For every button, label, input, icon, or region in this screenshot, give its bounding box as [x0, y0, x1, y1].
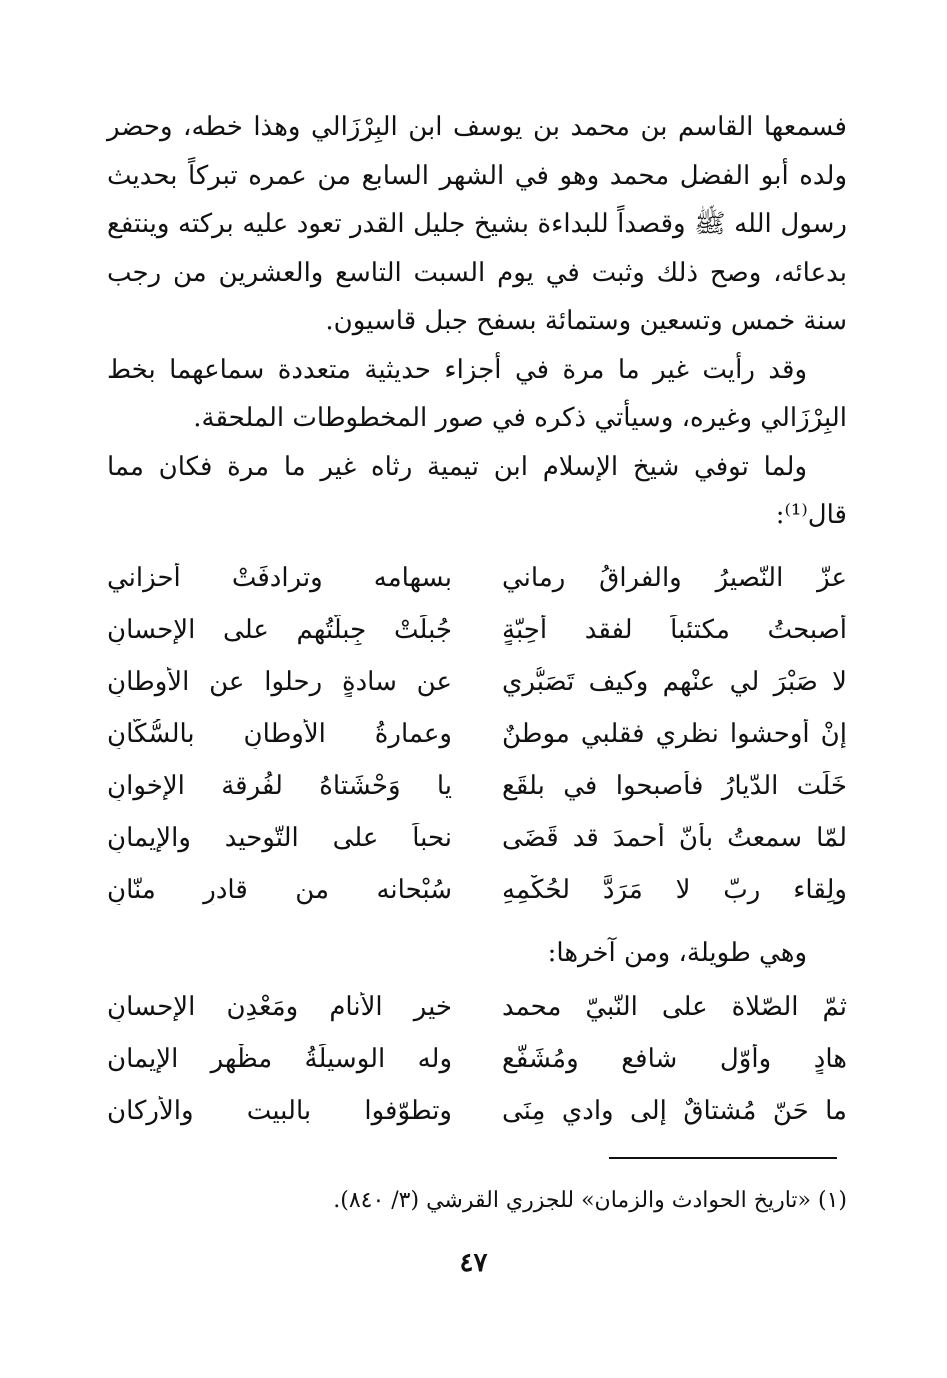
verse-second-hemistich: جُبلَتْ جِبلّتُهم على الإحسانِ [107, 615, 452, 645]
paragraph-3: ولما توفي شيخ الإسلام ابن تيمية رثاه غير ما مرة فكان مما قال⁽¹⁾: [107, 451, 847, 530]
verse-first-hemistich: ثمّ الصّلاة على النّبيّ محمد [502, 992, 847, 1022]
verse-first-hemistich: أصبحتُ مكتئباً لفقد أحِبّةٍ [502, 615, 847, 645]
verse-first-hemistich: هادٍ وأوّل شافعٍ ومُشَفَّعٍ [502, 1044, 847, 1074]
verse-second-hemistich: خير الأنام ومَعْدِن الإحسانِ [107, 992, 452, 1022]
paragraph-1: فسمعها القاسم بن محمد بن يوسف ابن البِرْزَالي وهذا خطه، وحضر ولده أبو الفضل محمد وهو في الشهر السابع من عمره تبركاً بحديث رسول الله ﷺ وقصداً للبداءة بشيخ جليل القدر تعود عليه بركته وينتفع بدعائه، وصح ذلك وثبت في يوم السبت التاسع والعشرين من رجب سنة خمس وتسعين وستمائة بسفح جبل قاسيون. [107, 112, 847, 336]
paragraph-2: وقد رأيت غير ما مرة في أجزاء حديثية متعددة سماعهما بخط البِرْزَالي وغيره، وسيأتي ذكره في صور المخطوطات الملحقة. [107, 354, 847, 433]
page-number: ٤٧ [459, 1248, 488, 1278]
verse-first-hemistich: خَلَت الدّيارُ فأصبحوا في بلقَعٍ [502, 771, 847, 801]
verse-line [107, 604, 847, 656]
poem-block-2 [107, 981, 847, 1137]
verse-second-hemistich: وتطوّفوا بالبيت والأركان [107, 1096, 452, 1126]
verse-line [107, 1085, 847, 1137]
verse-second-hemistich: عن سادةٍ رحلوا عن الأوطانِ [107, 667, 452, 697]
transition-line: وهي طويلة، ومن آخرها: [547, 938, 807, 968]
verse-line [107, 760, 847, 812]
verse-second-hemistich: سُبْحانه من قادرٍ منّانِ [107, 875, 452, 905]
verse-first-hemistich: لا صَبْرَ لي عنْهم وكيف تَصَبُّري [502, 667, 847, 697]
verse-line [107, 656, 847, 708]
verse-line [107, 864, 847, 916]
verse-second-hemistich: يا وَحْشَتاهُ لفُرقة الإخوانِ [107, 771, 452, 801]
verse-second-hemistich: نحباً على التّوحيد والإيمانِ [107, 823, 452, 853]
verse-first-hemistich: إنْ أوحشوا نظري فقلبي موطنٌ [502, 719, 847, 749]
verse-second-hemistich: وله الوسيلَةُ مظْهر الإيمان [107, 1044, 452, 1074]
body-text [107, 103, 847, 540]
verse-line [107, 708, 847, 760]
verse-line [107, 1033, 847, 1085]
verse-first-hemistich: ولِقاء ربّ لا مَرَدَّ لحُكْمِهِ [502, 875, 847, 905]
verse-first-hemistich: عزّ النّصيرُ والفراقُ رماني [502, 563, 847, 593]
verse-second-hemistich: بسهامه وترادفَتْ أحزاني [107, 563, 452, 593]
verse-second-hemistich: وعمارةُ الأوطانِ بالسُّكّانِ [107, 719, 452, 749]
poem-block-1 [107, 552, 847, 916]
verse-first-hemistich: لمّا سمعتُ بأنّ أحمدَ قد قَضَى [502, 823, 847, 853]
verse-line [107, 981, 847, 1033]
footnote-divider [609, 1157, 837, 1159]
verse-first-hemistich: ما حَنّ مُشتاقٌ إلى وادي مِنَى [502, 1096, 847, 1126]
verse-line [107, 552, 847, 604]
verse-line [107, 812, 847, 864]
footnote: (١) «تاريخ الحوادث والزمان» للجزري القرشي (٣/ ٨٤٠). [333, 1188, 847, 1213]
